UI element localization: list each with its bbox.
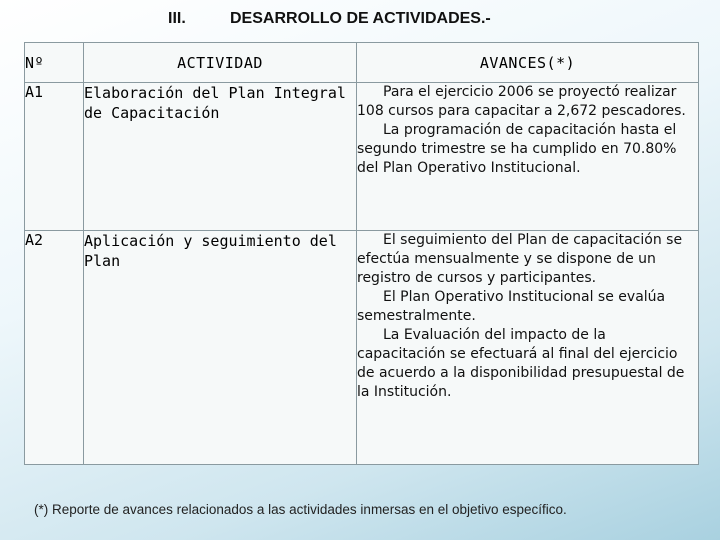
- row-id: A2: [25, 231, 84, 465]
- table-row: [25, 231, 699, 465]
- progress-paragraph: La Evaluación del impacto de la capacitación se efectuará al final del ejercicio de acuerdo a la disponibilidad presupuestal de la Institución.: [357, 327, 685, 400]
- row-id: A1: [25, 83, 84, 231]
- footnote: (*) Reporte de avances relacionados a las actividades inmersas en el objetivo específico.: [34, 502, 567, 517]
- header-progress: AVANCES(*): [357, 43, 699, 83]
- progress-cell: [357, 231, 699, 465]
- progress-paragraph: La programación de capacitación hasta el segundo trimestre se ha cumplido en 70.80% del Plan Operativo Institucional.: [357, 122, 677, 176]
- table-header-row: [25, 43, 699, 83]
- header-activity: ACTIVIDAD: [84, 43, 357, 83]
- progress-cell: [357, 83, 699, 231]
- table-row: [25, 83, 699, 231]
- progress-paragraph: El Plan Operativo Institucional se evalúa semestralmente.: [357, 289, 666, 324]
- progress-paragraph: El seguimiento del Plan de capacitación se efectúa mensualmente y se dispone de un registro de cursos y participantes.: [357, 232, 683, 286]
- section-title: DESARROLLO DE ACTIVIDADES.-: [230, 10, 491, 27]
- activity-cell: Elaboración del Plan Integral de Capacitación: [84, 83, 357, 231]
- header-number: Nº: [25, 43, 84, 83]
- section-number: III.: [168, 10, 186, 27]
- activity-cell: Aplicación y seguimiento del Plan: [84, 231, 357, 465]
- activities-table: [24, 42, 699, 465]
- progress-paragraph: Para el ejercicio 2006 se proyectó realizar 108 cursos para capacitar a 2,672 pescadores.: [357, 84, 686, 119]
